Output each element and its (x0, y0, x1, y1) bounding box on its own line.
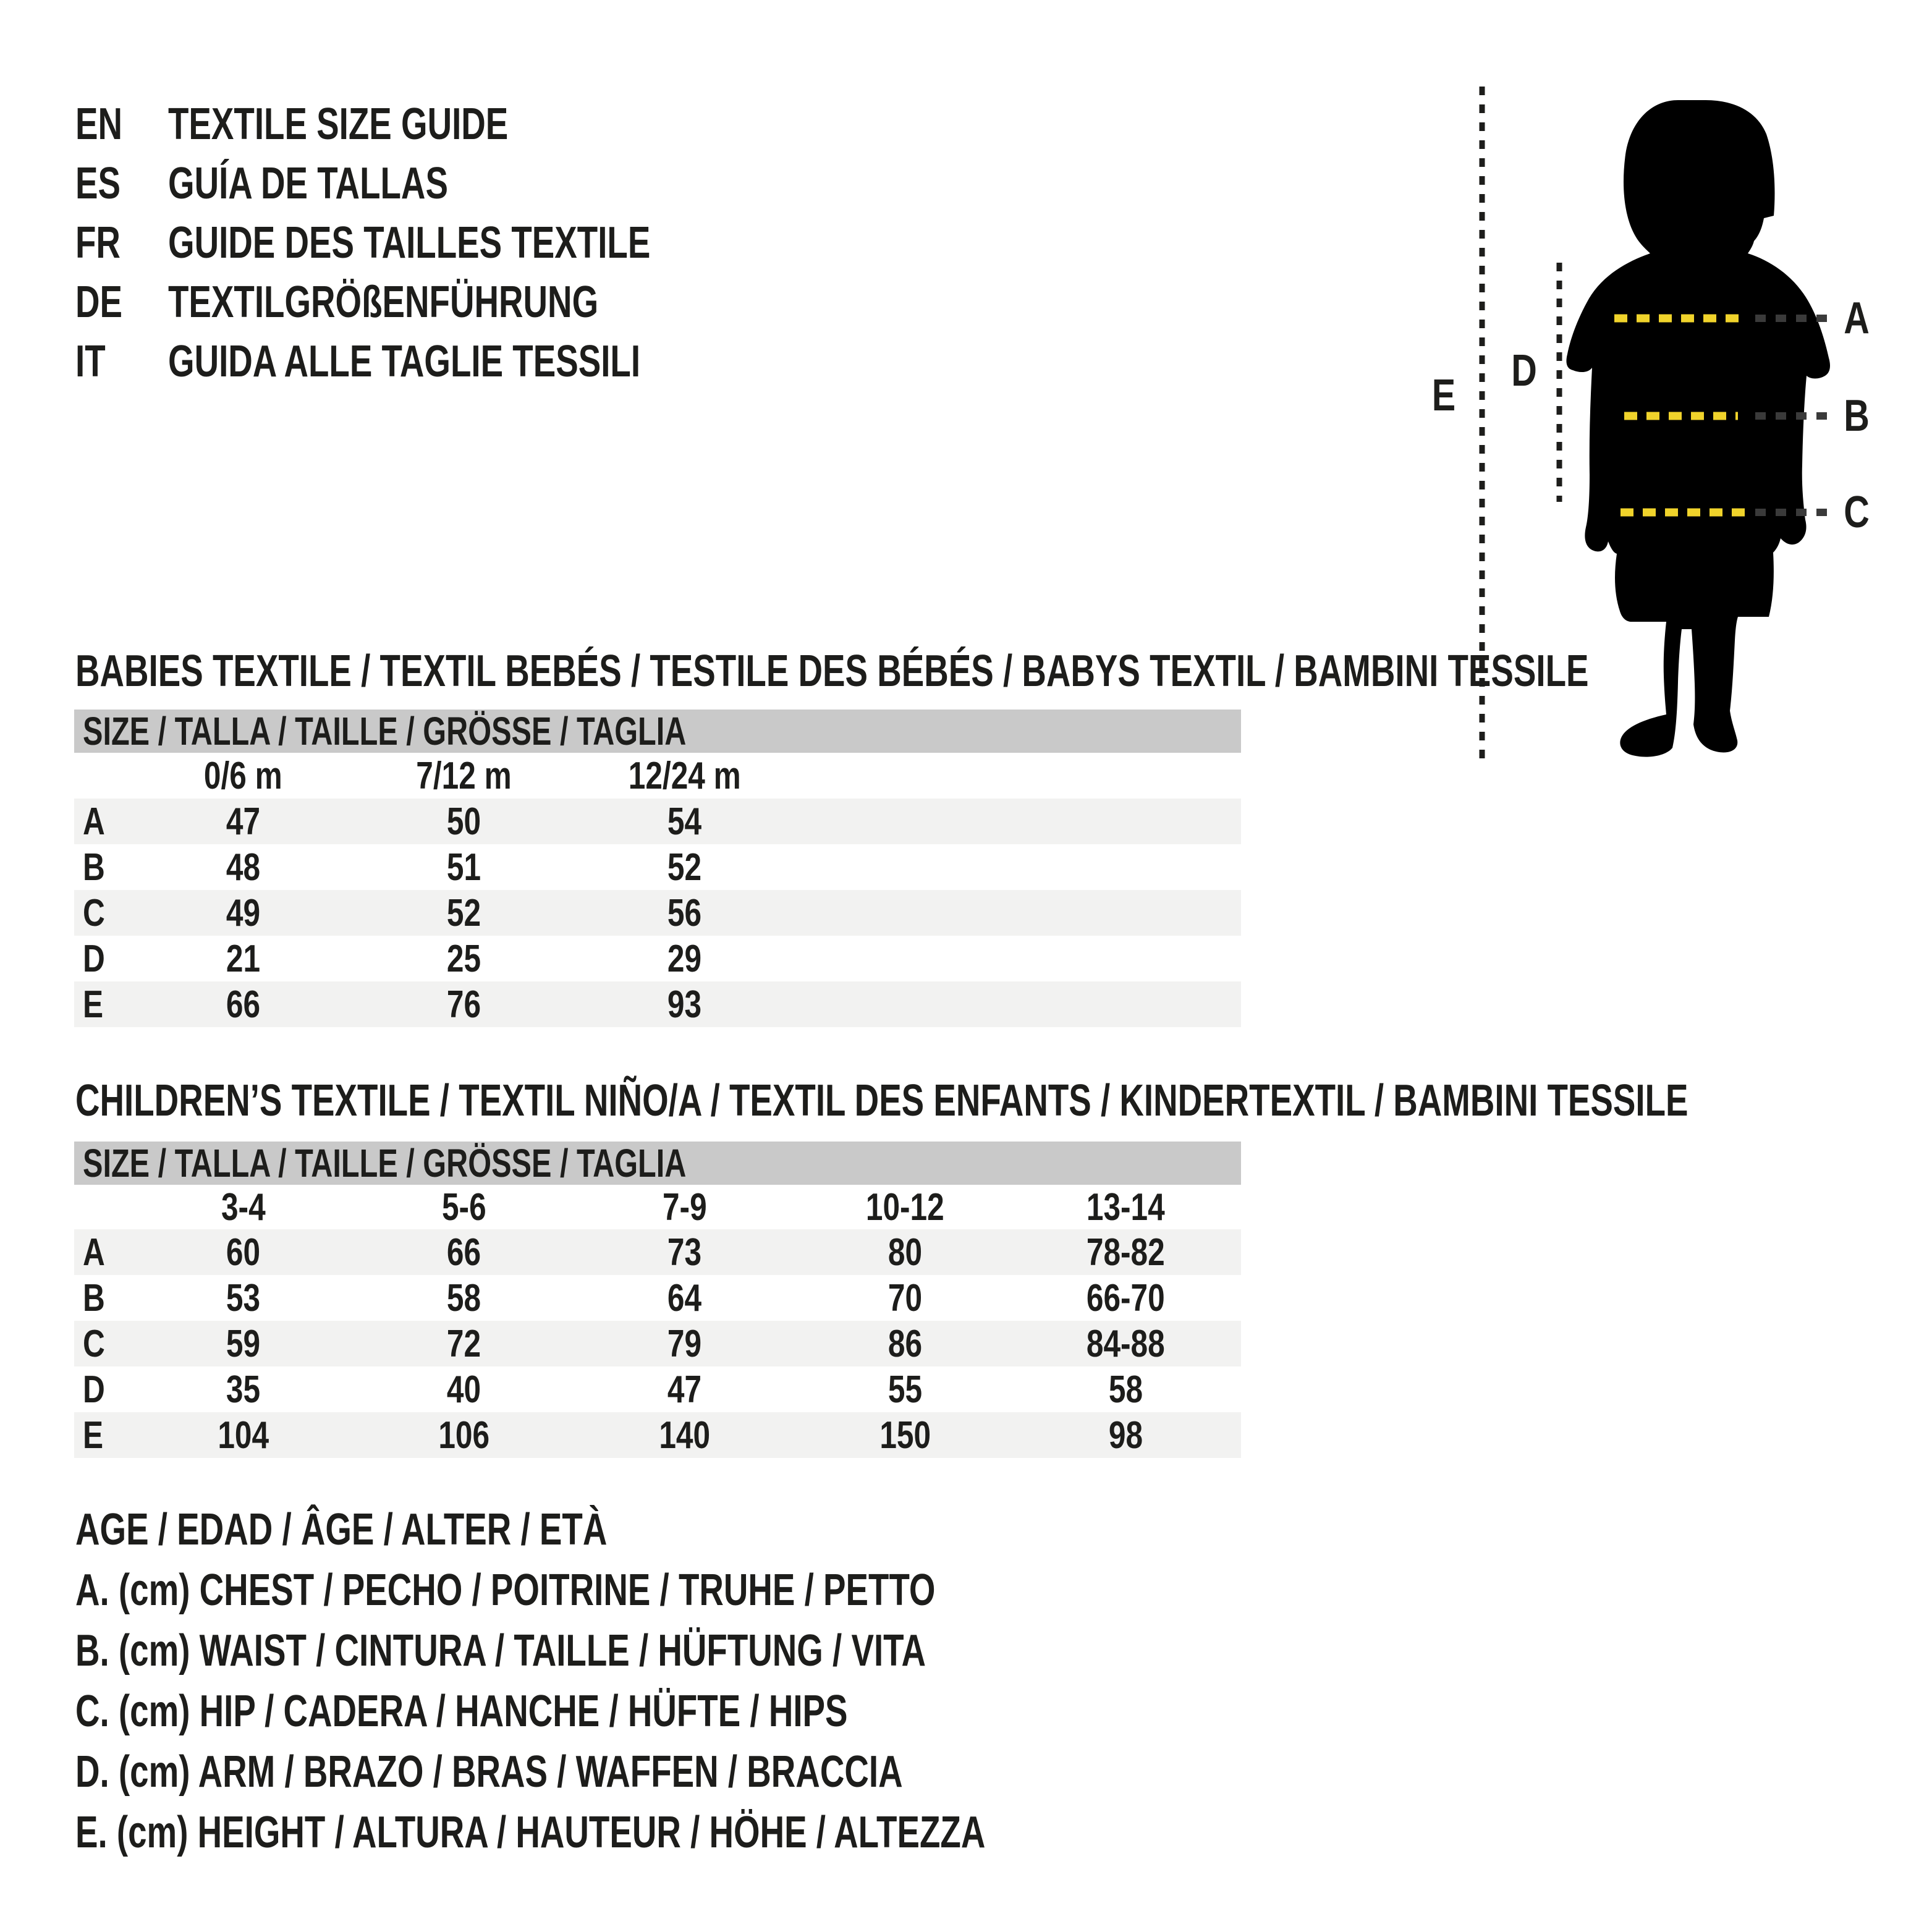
table-cell: 72 (446, 1322, 481, 1365)
legend-line-age: AGE / EDAD / ÂGE / ALTER / ETÀ (75, 1505, 608, 1554)
row-label: E (83, 983, 104, 1026)
babies-section-title: BABIES TEXTILE / TEXTIL BEBÉS / TESTILE DES BÉBÉS / BABYS TEXTIL / BAMBINI TESSILE (75, 646, 1589, 696)
table-cell: 25 (446, 937, 481, 980)
table-cell: 40 (446, 1368, 481, 1411)
table-cell: 52 (446, 891, 481, 934)
babies-size-table (74, 710, 1241, 1027)
figure-label-hip-c: C (1844, 488, 1870, 537)
babies-row-chest-a (74, 799, 1241, 844)
babies-row-height-e (74, 981, 1241, 1027)
children-column-header: 5-6 (441, 1185, 486, 1229)
language-code-fr: FR (75, 218, 121, 268)
figure-label-waist-b: B (1844, 391, 1870, 441)
row-label: C (83, 1322, 105, 1365)
language-code-en: EN (75, 100, 123, 149)
legend-line-height: E. (cm) HEIGHT / ALTURA / HAUTEUR / HÖHE / ALTEZZA (75, 1808, 986, 1857)
children-column-header: 10-12 (866, 1185, 944, 1229)
children-row-height-e (74, 1412, 1241, 1458)
table-cell: 58 (446, 1276, 481, 1320)
language-code-es: ES (75, 159, 121, 208)
row-label: B (83, 1276, 105, 1320)
table-cell: 58 (1108, 1368, 1143, 1411)
row-label: D (83, 1368, 105, 1411)
table-cell: 86 (888, 1322, 923, 1365)
children-size-table (74, 1142, 1241, 1458)
babies-column-header-row (74, 753, 1241, 799)
babies-column-header: 7/12 m (416, 754, 512, 797)
table-cell: 70 (888, 1276, 923, 1320)
row-label: B (83, 845, 105, 889)
children-size-header-label: SIZE / TALLA / TAILLE / GRÖSSE / TAGLIA (83, 1141, 687, 1185)
children-row-chest-a (74, 1229, 1241, 1275)
language-code-de: DE (75, 278, 123, 327)
table-cell: 47 (226, 800, 261, 843)
table-cell: 93 (667, 983, 702, 1026)
table-cell: 76 (446, 983, 481, 1026)
guide-title-de: TEXTILGRÖßENFÜHRUNG (168, 278, 599, 327)
babies-row-arm-d (74, 936, 1241, 981)
legend-line-chest: A. (cm) CHEST / PECHO / POITRINE / TRUHE / PETTO (75, 1566, 936, 1615)
children-column-header: 7-9 (662, 1185, 707, 1229)
table-cell: 51 (446, 845, 481, 889)
table-cell: 60 (226, 1231, 261, 1274)
table-cell: 106 (438, 1413, 489, 1457)
table-cell: 80 (888, 1231, 923, 1274)
children-column-header-row (74, 1185, 1241, 1229)
figure-label-height-e: E (1431, 371, 1456, 420)
table-cell: 49 (226, 891, 261, 934)
children-row-hip-c (74, 1321, 1241, 1366)
table-cell: 54 (667, 800, 702, 843)
guide-title-es: GUÍA DE TALLAS (168, 159, 448, 208)
table-cell: 66 (226, 983, 261, 1026)
table-cell: 73 (667, 1231, 702, 1274)
babies-column-header: 0/6 m (204, 754, 282, 797)
children-section-title: CHILDREN’S TEXTILE / TEXTIL NIÑO/A / TEXTIL DES ENFANTS / KINDERTEXTIL / BAMBINI TESSILE (75, 1076, 1688, 1125)
babies-row-waist-b (74, 844, 1241, 890)
table-cell: 53 (226, 1276, 261, 1320)
table-cell: 79 (667, 1322, 702, 1365)
table-cell: 98 (1108, 1413, 1143, 1457)
babies-column-header: 12/24 m (628, 754, 741, 797)
table-cell: 78-82 (1087, 1231, 1165, 1274)
table-cell: 140 (659, 1413, 710, 1457)
row-label: C (83, 891, 105, 934)
table-cell: 52 (667, 845, 702, 889)
row-label: A (83, 800, 105, 843)
table-cell: 59 (226, 1322, 261, 1365)
figure-label-chest-a: A (1844, 294, 1870, 343)
guide-title-it: GUIDA ALLE TAGLIE TESSILI (168, 337, 641, 386)
table-cell: 55 (888, 1368, 923, 1411)
table-cell: 64 (667, 1276, 702, 1320)
language-code-it: IT (75, 337, 106, 386)
row-label: D (83, 937, 105, 980)
legend-line-waist: B. (cm) WAIST / CINTURA / TAILLE / HÜFTUNG / VITA (75, 1626, 926, 1676)
table-cell: 35 (226, 1368, 261, 1411)
legend-line-arm: D. (cm) ARM / BRAZO / BRAS / WAFFEN / BRACCIA (75, 1747, 903, 1797)
row-label: A (83, 1231, 105, 1274)
table-cell: 150 (879, 1413, 931, 1457)
table-cell: 48 (226, 845, 261, 889)
children-row-arm-d (74, 1366, 1241, 1412)
children-row-waist-b (74, 1275, 1241, 1321)
table-cell: 47 (667, 1368, 702, 1411)
babies-row-hip-c (74, 890, 1241, 936)
babies-size-header-label: SIZE / TALLA / TAILLE / GRÖSSE / TAGLIA (83, 709, 687, 753)
table-cell: 50 (446, 800, 481, 843)
child-silhouette (1566, 100, 1830, 757)
table-cell: 66-70 (1087, 1276, 1165, 1320)
guide-title-fr: GUIDE DES TAILLES TEXTILE (168, 218, 651, 268)
table-cell: 66 (446, 1231, 481, 1274)
table-cell: 104 (218, 1413, 269, 1457)
children-table-header-band (74, 1142, 1241, 1185)
table-cell: 29 (667, 937, 702, 980)
figure-label-arm-d: D (1511, 346, 1537, 396)
guide-title-en: TEXTILE SIZE GUIDE (168, 100, 509, 149)
children-column-header: 13-14 (1087, 1185, 1165, 1229)
row-label: E (83, 1413, 104, 1457)
table-cell: 21 (226, 937, 261, 980)
table-cell: 84-88 (1087, 1322, 1165, 1365)
children-column-header: 3-4 (221, 1185, 266, 1229)
legend-line-hip: C. (cm) HIP / CADERA / HANCHE / HÜFTE / HIPS (75, 1687, 848, 1736)
table-cell: 56 (667, 891, 702, 934)
babies-table-header-band (74, 710, 1241, 753)
